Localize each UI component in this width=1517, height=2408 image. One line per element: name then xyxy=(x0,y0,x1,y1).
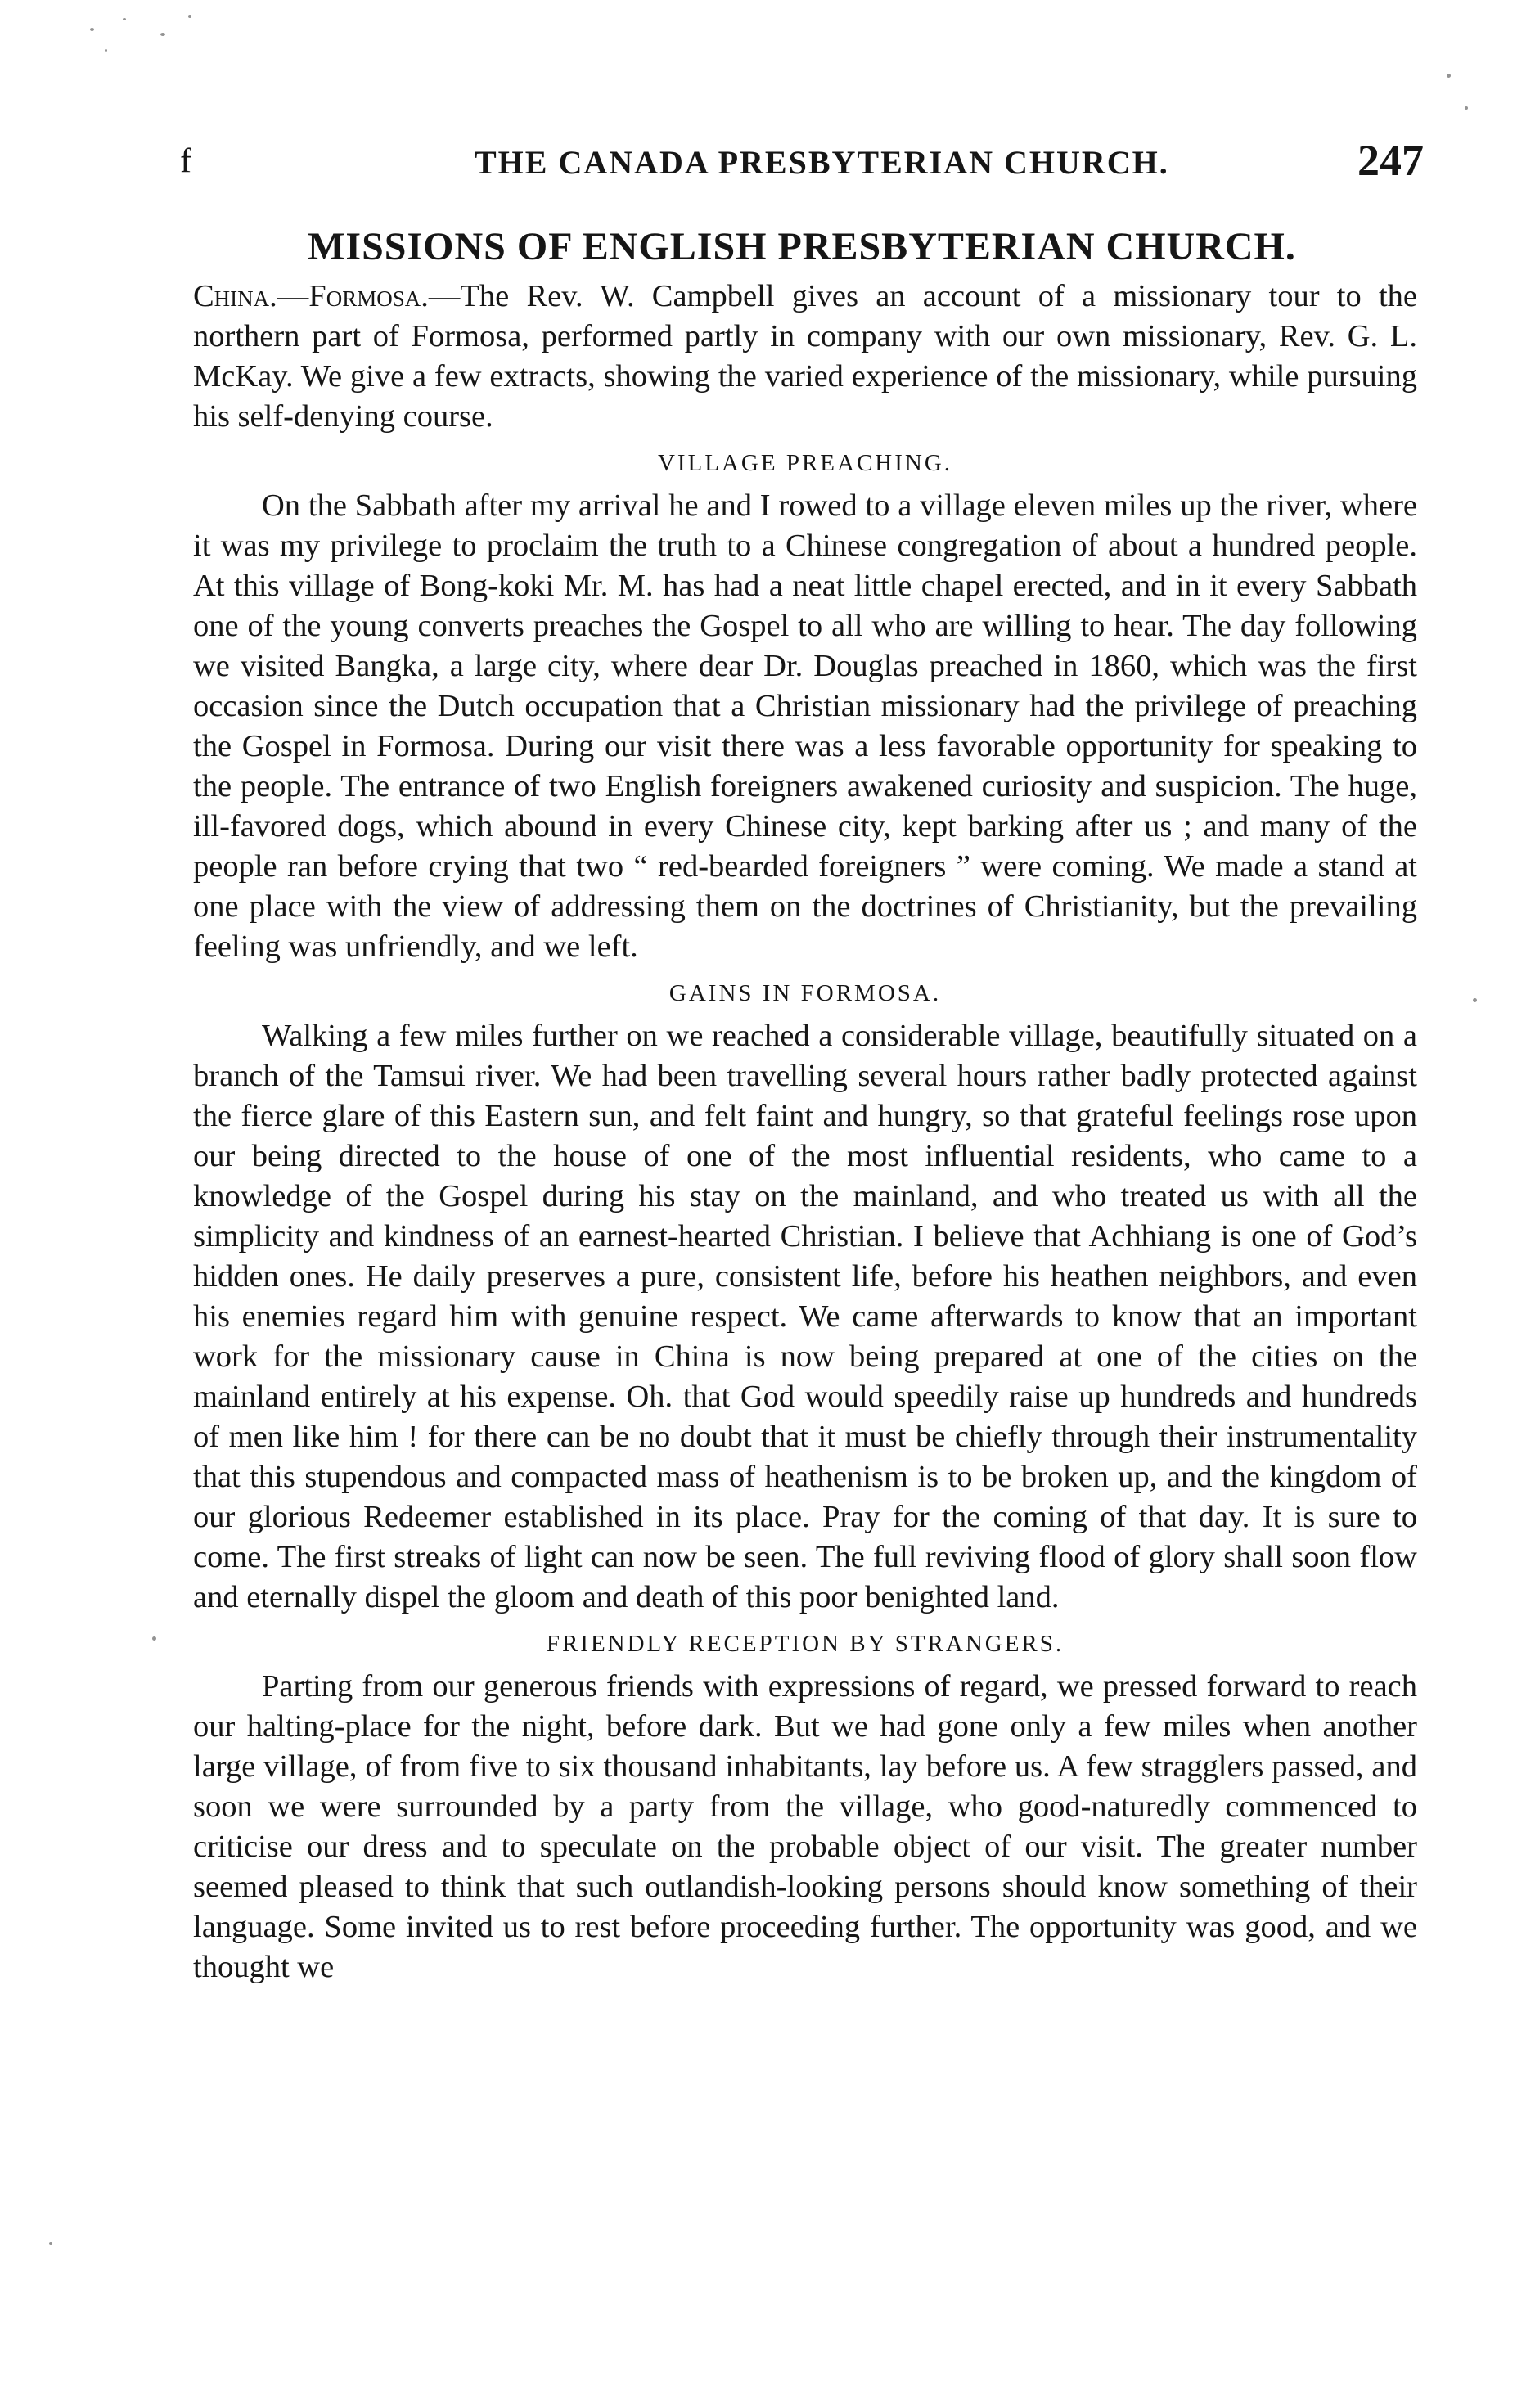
article-body xyxy=(193,277,1417,1987)
scan-speck xyxy=(160,33,165,36)
paragraph-village-preaching: On the Sabbath after my arrival he and I rowed to a village eleven miles up the river, where it was my privilege to proclaim the truth to a Chinese congregation of about a hundred people. At this village of Bong-koki Mr. M. has had a neat little chapel erected, and in it every Sabbath one of the young converts preaches the Gospel to all who are willing to hear. The day following we visited Bangka, a large city, where dear Dr. Douglas preached in 1860, which was the first occasion since the Dutch occupation that a Christian missionary had the privilege of preaching the Gospel in Formosa. During our visit there was a less favorable opportunity for speaking to the people. The entrance of two English foreigners awakened curiosity and suspicion. The huge, ill-favored dogs, which abound in every Chinese city, kept barking after us ; and many of the people ran before crying that two “ red-bearded foreigners ” were coming. We made a stand at one place with the view of addressing them on the doctrines of Christianity, but the prevailing feeling was unfriendly, and we left. xyxy=(193,488,1417,964)
scan-speck xyxy=(1473,998,1477,1002)
scan-speck xyxy=(1447,74,1451,78)
intro-lead-dash: — xyxy=(277,279,309,313)
intro-lead-place: China. xyxy=(193,279,277,313)
paragraph-gains-in-formosa: Walking a few miles further on we reached a considerable village, beautifully situated on a branch of the Tamsui river. We had been travelling several hours rather badly protected against the fierce glare of this Eastern sun, and felt faint and hungry, so that grateful feelings rose upon our being directed to the house of one of the most influential residents, who came to a knowledge of the Gospel during his stay on the mainland, and who treated us with all the simplicity and kindness of an earnest-hearted Christian. I believe that Achhiang is one of God’s hidden ones. He daily preserves a pure, consistent life, before his heathen neighbors, and even his enemies regard him with genuine respect. We came afterwards to know that an important work for the missionary cause in China is now being prepared at one of the cities on the mainland entirely at his expense. Oh. that God would speedily raise up hundreds and hundreds of men like him ! for there can be no doubt that it must be chiefly through their instrumentality that this stupendous and compacted mass of heathenism is to be broken up, and the kingdom of our glorious Redeemer established in its place. Pray for the coming of that day. It is sure to come. The first streaks of light can now be seen. The full reviving flood of glory shall soon flow and eternally dispel the gloom and death of this poor benighted land. xyxy=(193,1019,1417,1614)
scan-speck xyxy=(188,15,191,18)
scan-speck xyxy=(123,18,126,20)
running-head-title: THE CANADA PRESBYTERIAN CHURCH. xyxy=(475,144,1169,181)
running-head xyxy=(180,137,1424,187)
section-title: MISSIONS OF ENGLISH PRESBYTERIAN CHURCH. xyxy=(308,225,1296,268)
page-number: 247 xyxy=(1357,136,1424,185)
subheading-friendly-reception: FRIENDLY RECEPTION BY STRANGERS. xyxy=(546,1631,1065,1657)
intro-text: —The Rev. W. Campbell gives an account of a missionary tour to the northern part of Formosa, performed partly in company with our own missionary, Rev. G. L. McKay. We give a few extracts, showing the varied experience of the missionary, while pursuing his self-denying course. xyxy=(193,279,1417,434)
running-head-mark: f xyxy=(180,142,191,180)
scan-speck xyxy=(1465,106,1468,110)
scan-speck xyxy=(90,28,94,31)
subheading-gains-in-formosa: GAINS IN FORMOSA. xyxy=(668,980,942,1006)
subheading-village-preaching: VILLAGE PREACHING. xyxy=(657,450,953,476)
scan-speck xyxy=(152,1636,156,1641)
scan-speck xyxy=(105,49,107,52)
scan-speck xyxy=(49,2242,52,2245)
intro-paragraph xyxy=(193,277,1417,437)
paragraph-friendly-reception: Parting from our generous friends with expressions of regard, we pressed forward to reach our halting-place for the night, before dark. But we had gone only a few miles when another large village, of from five to six thousand inhabitants, lay before us. A few stragglers passed, and soon we were surrounded by a party from the village, who good-naturedly commenced to criticise our dress and to speculate on the probable object of our visit. The greater number seemed pleased to think that such outlandish-looking persons should know something of their language. Some invited us to rest before proceeding further. The opportunity was good, and we thought we xyxy=(193,1669,1417,1984)
intro-lead-subplace: Formosa. xyxy=(308,279,429,313)
